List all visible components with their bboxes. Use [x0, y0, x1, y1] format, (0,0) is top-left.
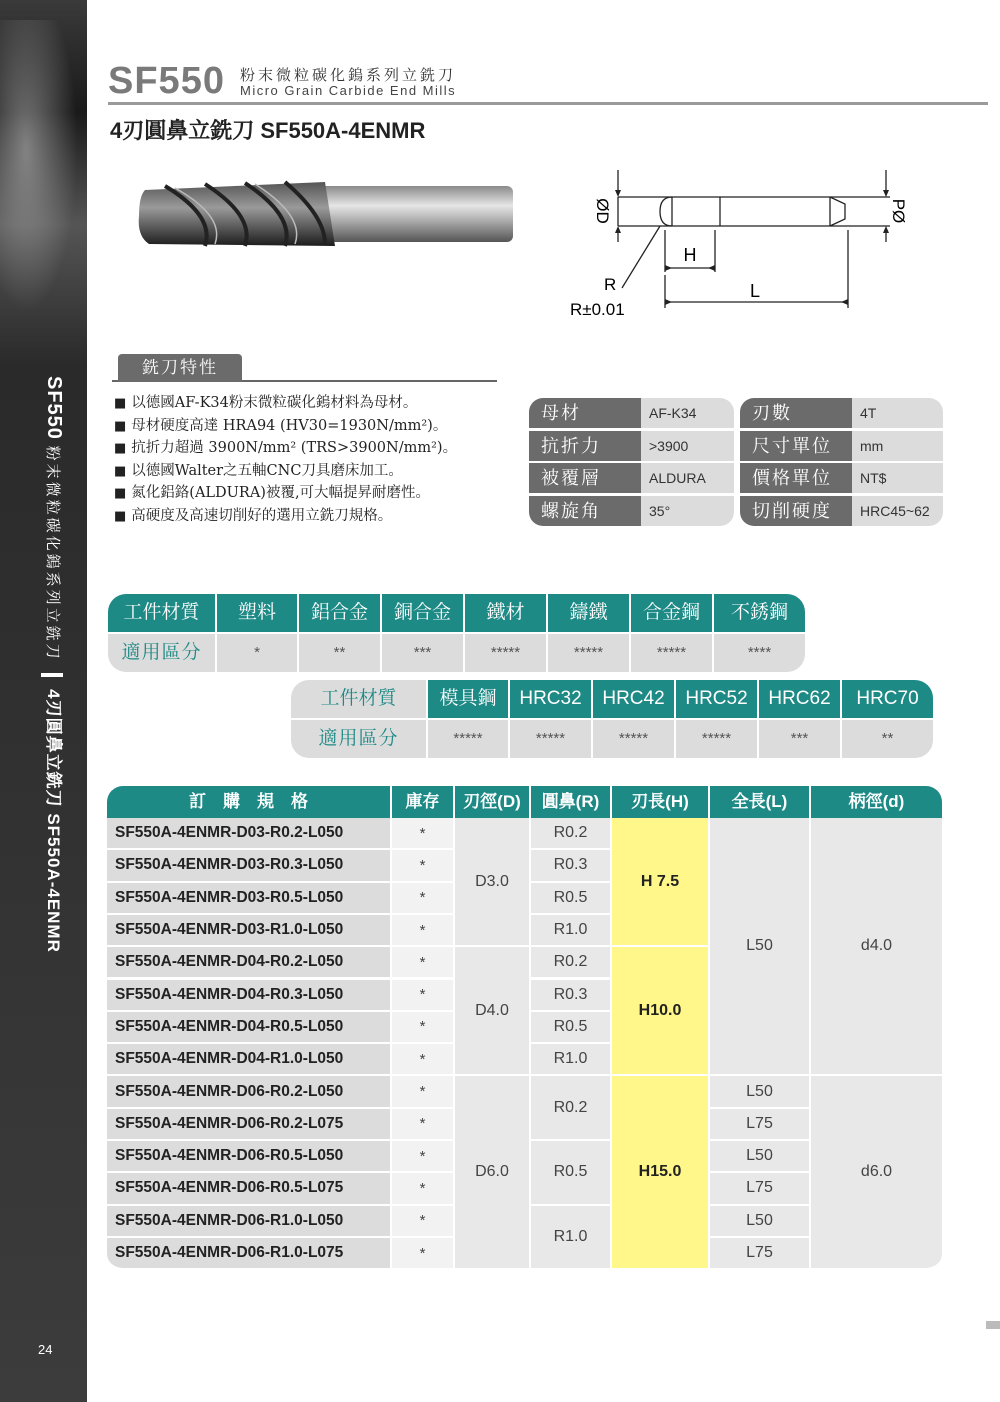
order-code: SF550A-4ENMR-D03-R1.0-L050: [107, 915, 392, 947]
spec-value: NT$: [852, 463, 943, 493]
spec-key: 抗折力: [529, 431, 641, 461]
order-code: SF550A-4ENMR-D03-R0.5-L050: [107, 883, 392, 915]
spec-key: 被覆層: [529, 463, 641, 493]
spec-row: [740, 431, 943, 461]
sidebar-cn: 粉末微粒碳化鎢系列立銑刀: [44, 445, 62, 662]
material-rating: *****: [465, 634, 546, 672]
sidebar-series: SF550: [43, 376, 65, 440]
material-rating: *****: [428, 720, 508, 758]
dim-d-label: ØD: [593, 198, 612, 224]
features-title: 銑刀特性: [118, 354, 242, 382]
shank-cell: d4.0: [811, 818, 942, 1076]
diameter-cell: D3.0: [455, 818, 531, 947]
order-code: SF550A-4ENMR-D03-R0.3-L050: [107, 850, 392, 882]
material-name: 不銹鋼: [714, 594, 805, 632]
series-cn-title: 粉末微粒碳化鎢系列立銑刀: [240, 66, 457, 84]
order-code: SF550A-4ENMR-D06-R0.5-L050: [107, 1141, 392, 1173]
spec-row: [740, 398, 943, 428]
material-name: 鐵材: [465, 594, 546, 632]
series-title: SF550: [108, 60, 225, 102]
stock-mark: *: [392, 1109, 455, 1141]
spec-table-right: [740, 398, 943, 528]
material-rating: ***: [382, 634, 463, 672]
shank-cell: d6.0: [811, 1076, 942, 1270]
material-name: HRC52: [676, 680, 757, 718]
material-head: 工件材質: [108, 594, 215, 632]
spec-value: >3900: [641, 431, 734, 461]
dim-r-label: R: [604, 275, 617, 294]
dim-r-tolerance: R±0.01: [570, 300, 625, 319]
overall-length-cell: L75: [710, 1238, 811, 1270]
diameter-cell: D6.0: [455, 1076, 531, 1270]
material-name: 模具鋼: [428, 680, 508, 718]
dim-h-label: H: [683, 245, 697, 265]
material-head: 適用區分: [291, 720, 426, 758]
spec-row: [529, 496, 734, 526]
header-divider: [108, 102, 988, 105]
material-names-row: [108, 594, 807, 632]
radius-cell: R0.5: [531, 883, 612, 915]
order-code: SF550A-4ENMR-D06-R1.0-L050: [107, 1206, 392, 1238]
feature-item: ■ 氮化鋁鉻(ALDURA)被覆,可大幅提昇耐磨性。: [114, 482, 534, 505]
order-code: SF550A-4ENMR-D06-R0.2-L075: [107, 1109, 392, 1141]
radius-cell: R0.5: [531, 1012, 612, 1044]
spec-row: [740, 463, 943, 493]
material-name: HRC62: [759, 680, 840, 718]
spec-key: 螺旋角: [529, 496, 641, 526]
material-name: 鑄鐵: [548, 594, 629, 632]
overall-length-cell: L50: [710, 1141, 811, 1173]
order-table-body: [107, 818, 942, 1270]
material-rating: ***: [759, 720, 840, 758]
overall-length-cell: L50: [710, 1206, 811, 1238]
stock-mark: *: [392, 1044, 455, 1076]
feature-item: ■ 母材硬度高達 HRA94 (HV30=1930N/mm²)。: [114, 415, 534, 438]
material-table-2: [291, 680, 935, 760]
spec-key: 價格單位: [740, 463, 852, 493]
stock-mark: *: [392, 915, 455, 947]
stock-mark: *: [392, 818, 455, 850]
spec-value: ALDURA: [641, 463, 734, 493]
page-number: 24: [38, 1342, 53, 1357]
page-subtitle: 4刃圓鼻立銑刀 SF550A-4ENMR: [110, 118, 426, 143]
spec-key: 尺寸單位: [740, 431, 852, 461]
spec-value: AF-K34: [641, 398, 734, 428]
material-rating: *****: [676, 720, 757, 758]
order-table-header: [107, 786, 942, 818]
material-name: 塑料: [217, 594, 297, 632]
dimension-drawing: [560, 160, 930, 330]
spec-table-left: [529, 398, 734, 528]
radius-cell: R0.2: [531, 947, 612, 979]
radius-cell: R1.0: [531, 1044, 612, 1076]
feature-item: ■ 以德國AF-K34粉末微粒碳化鎢材料為母材。: [114, 392, 534, 415]
spec-row: [740, 496, 943, 526]
stock-mark: *: [392, 1173, 455, 1205]
order-code: SF550A-4ENMR-D06-R1.0-L075: [107, 1238, 392, 1270]
col-header-diameter: 刃徑(D): [455, 786, 531, 818]
radius-cell: R0.3: [531, 980, 612, 1012]
end-mill-photo: [135, 176, 515, 252]
overall-length-cell: L50: [710, 1076, 811, 1108]
col-header-radius: 圓鼻(R): [531, 786, 612, 818]
page-edge-mark: [986, 1321, 1000, 1329]
radius-cell: R0.2: [531, 818, 612, 850]
order-table: [107, 786, 942, 1270]
stock-mark: *: [392, 1012, 455, 1044]
material-name: 鋁合金: [299, 594, 380, 632]
radius-cell: R0.3: [531, 850, 612, 882]
stock-mark: *: [392, 947, 455, 979]
material-rating: **: [299, 634, 380, 672]
spec-key: 刃數: [740, 398, 852, 428]
spec-value: HRC45~62: [852, 496, 943, 526]
order-code: SF550A-4ENMR-D03-R0.2-L050: [107, 818, 392, 850]
material-name: 銅合金: [382, 594, 463, 632]
col-header-flute-length: 刃長(H): [612, 786, 710, 818]
stock-mark: *: [392, 1238, 455, 1270]
material-name: HRC42: [593, 680, 674, 718]
order-code: SF550A-4ENMR-D06-R0.2-L050: [107, 1076, 392, 1108]
material-name: HRC70: [842, 680, 933, 718]
dim-l-label: L: [749, 281, 761, 301]
flute-length-cell: H15.0: [612, 1076, 710, 1270]
stock-mark: *: [392, 980, 455, 1012]
spec-key: 母材: [529, 398, 641, 428]
material-ratings-row: [291, 720, 935, 758]
radius-cell: R0.2: [531, 1076, 612, 1141]
material-rating: ****: [714, 634, 805, 672]
sidebar-product: 4刃圓鼻立銑刀 SF550A-4ENMR: [44, 689, 63, 953]
order-code: SF550A-4ENMR-D06-R0.5-L075: [107, 1173, 392, 1205]
diameter-cell: D4.0: [455, 947, 531, 1076]
radius-cell: R1.0: [531, 915, 612, 947]
stock-mark: *: [392, 1141, 455, 1173]
sidebar-vertical-title: [41, 376, 68, 976]
material-name: 合金鋼: [631, 594, 712, 632]
spec-value: mm: [852, 431, 943, 461]
material-rating: *****: [548, 634, 629, 672]
radius-cell: R1.0: [531, 1206, 612, 1271]
flute-length-cell: H10.0: [612, 947, 710, 1076]
material-rating: *****: [510, 720, 591, 758]
order-code: SF550A-4ENMR-D04-R0.2-L050: [107, 947, 392, 979]
stock-mark: *: [392, 1076, 455, 1108]
spec-row: [529, 463, 734, 493]
material-rating: *****: [631, 634, 712, 672]
spec-key: 切削硬度: [740, 496, 852, 526]
col-header-stock: 庫存: [392, 786, 455, 818]
overall-length-cell: L50: [710, 818, 811, 1076]
sidebar-divider: [41, 673, 63, 677]
spec-row: [529, 431, 734, 461]
material-rating: *****: [593, 720, 674, 758]
spec-row: [529, 398, 734, 428]
dim-p-label: PØ: [889, 198, 908, 224]
stock-mark: *: [392, 850, 455, 882]
material-name: HRC32: [510, 680, 591, 718]
material-table-1: [108, 594, 807, 674]
spec-value: 35°: [641, 496, 734, 526]
order-code: SF550A-4ENMR-D04-R0.5-L050: [107, 1012, 392, 1044]
features-list: [114, 392, 534, 527]
overall-length-cell: L75: [710, 1109, 811, 1141]
order-code: SF550A-4ENMR-D04-R0.3-L050: [107, 980, 392, 1012]
stock-mark: *: [392, 883, 455, 915]
material-ratings-row: [108, 634, 807, 672]
stock-mark: *: [392, 1206, 455, 1238]
col-header-shank: 柄徑(d): [848, 792, 905, 811]
material-head: 工件材質: [291, 680, 426, 718]
feature-item: ■ 高硬度及高速切削好的選用立銑刀規格。: [114, 505, 534, 528]
material-rating: *: [217, 634, 297, 672]
feature-item: ■ 以德國Walter之五軸CNC刀具磨床加工。: [114, 460, 534, 483]
radius-cell: R0.5: [531, 1141, 612, 1206]
overall-length-cell: L75: [710, 1173, 811, 1205]
spec-value: 4T: [852, 398, 943, 428]
col-header-overall-length: 全長(L): [710, 786, 811, 818]
features-header: [112, 354, 497, 382]
material-head: 適用區分: [108, 634, 215, 672]
globe-decoration: [0, 20, 87, 340]
material-rating: **: [842, 720, 933, 758]
feature-item: ■ 抗折力超過 3900N/mm² (TRS>3900N/mm²)。: [114, 437, 534, 460]
series-en-title: Micro Grain Carbide End Mills: [240, 83, 457, 98]
material-names-row: [291, 680, 935, 718]
order-code: SF550A-4ENMR-D04-R1.0-L050: [107, 1044, 392, 1076]
col-header-code: 訂 購 規 格: [107, 786, 392, 818]
flute-length-cell: H 7.5: [612, 818, 710, 947]
